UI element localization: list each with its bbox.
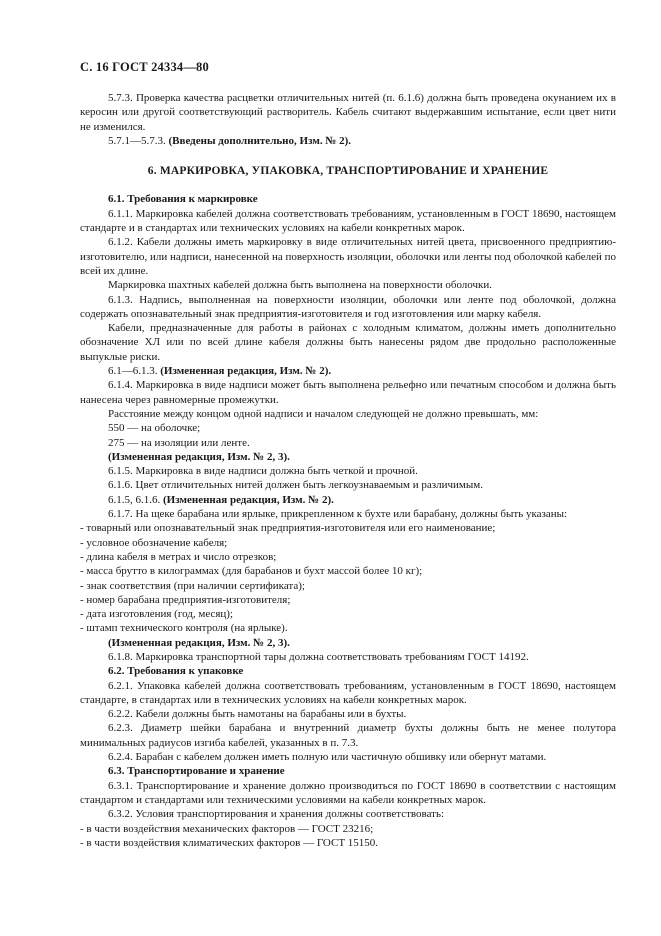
list-item: - длина кабеля в метрах и число отрезков; bbox=[80, 550, 277, 563]
list-item: - знак соответствия (при наличии сертификата); bbox=[80, 579, 305, 592]
paragraph-6-1-4-b: Расстояние между концом одной надписи и началом следующей не должно превышать, мм: bbox=[108, 407, 539, 420]
paragraph-6-1-2: 6.1.2. Кабели должны иметь маркировку в виде отличительных нитей цвета, присвоенного предприятию-изготовителю, или надписи, нанесенной на поверхность изоляции, оболочки или ленты под оболочкой кабелей по всей их длине. bbox=[80, 236, 616, 277]
amendment-note-5-7 bbox=[80, 134, 616, 148]
amendment-ref: 6.1.5, 6.1.6. bbox=[108, 493, 163, 506]
list-item-mechanical: - в части воздействия механических факторов — ГОСТ 23216; bbox=[80, 822, 374, 835]
amendment-note-6-1-5 bbox=[80, 493, 616, 507]
amendment-ref: 5.7.1—5.7.3. bbox=[108, 134, 169, 147]
list-item: - масса брутто в килограммах (для барабанов и бухт массой более 10 кг); bbox=[80, 565, 423, 578]
list-item: - товарный или опознавательный знак предприятия-изготовителя или его наименование; bbox=[80, 522, 496, 535]
document-page bbox=[80, 60, 616, 850]
paragraph-6-1-1: 6.1.1. Маркировка кабелей должна соответствовать требованиям, установленным в ГОСТ 18690, настоящем стандарте и в стандартах или технических условиях на кабели конкретных марок. bbox=[80, 207, 616, 235]
amendment-note-6-1 bbox=[80, 364, 616, 378]
distance-sheath: 550 — на оболочке; bbox=[108, 422, 201, 435]
paragraph-6-1-5: 6.1.5. Маркировка в виде надписи должна быть четкой и прочной. bbox=[108, 465, 418, 478]
distance-insulation: 275 — на изоляции или ленте. bbox=[108, 436, 250, 449]
paragraph-6-2-3: 6.2.3. Диаметр шейки барабана и внутренний диаметр бухты должны быть не менее полутора минимальных радиусов изгиба кабелей, указанных в п. 7.3. bbox=[80, 722, 616, 749]
paragraph-6-1-6: 6.1.6. Цвет отличительных нитей должен быть легкоузнаваемым и различимым. bbox=[108, 479, 483, 492]
list-item-climatic: - в части воздействия климатических факторов — ГОСТ 15150. bbox=[80, 836, 379, 849]
amendment-text: (Измененная редакция, Изм. № 2). bbox=[160, 365, 332, 378]
amendment-note-6-1-4: (Измененная редакция, Изм. № 2, 3). bbox=[108, 450, 290, 463]
page-header: С. 16 ГОСТ 24334—80 bbox=[80, 60, 209, 74]
paragraph-6-1-8: 6.1.8. Маркировка транспортной тары должна соответствовать требованиям ГОСТ 14192. bbox=[108, 650, 529, 663]
paragraph-6-3-2: 6.3.2. Условия транспортирования и хранения должны соответствовать: bbox=[108, 808, 445, 821]
paragraph-6-1-3-b: Кабели, предназначенные для работы в районах с холодным климатом, должны иметь дополнительно обозначение ХЛ или по всей длине кабеля должны быть нанесены рядом две продольно расположенные выпуклые риски. bbox=[80, 322, 616, 363]
amendment-ref: 6.1—6.1.3. bbox=[108, 365, 161, 378]
subsection-heading-6-2: 6.2. Требования к упаковке bbox=[108, 665, 244, 678]
paragraph-6-1-3: 6.1.3. Надпись, выполненная на поверхности изоляции, оболочки или ленте под оболочкой, должна содержать опознавательный знак предприятия-изготовителя и год изготовления или марку кабеля. bbox=[80, 293, 616, 320]
amendment-text: (Введены дополнительно, Изм. № 2). bbox=[168, 134, 352, 147]
list-item: - дата изготовления (год, месяц); bbox=[80, 608, 234, 621]
subsection-heading-6-1: 6.1. Требования к маркировке bbox=[108, 193, 258, 206]
paragraph-6-1-7: 6.1.7. На щеке барабана или ярлыке, прикрепленном к бухте или барабану, должны быть указаны: bbox=[108, 508, 568, 521]
list-item: - номер барабана предприятия-изготовителя; bbox=[80, 593, 291, 606]
paragraph-5-7-3: 5.7.3. Проверка качества расцветки отличительных нитей (п. 6.1.6) должна быть проведена окунанием их в керосин или другой соответствующий растворитель. Кабель считают выдержавшим испытание, если цвет нити не изменился. bbox=[80, 92, 616, 133]
list-item: - условное обозначение кабеля; bbox=[80, 536, 228, 549]
paragraph-6-3-1: 6.3.1. Транспортирование и хранение должно производиться по ГОСТ 18690 в соответствии с настоящим стандартом и стандартами или техническими условиями на кабели конкретных марок. bbox=[80, 779, 616, 806]
amendment-note-6-1-7: (Измененная редакция, Изм. № 2, 3). bbox=[108, 636, 290, 649]
subsection-heading-6-3: 6.3. Транспортирование и хранение bbox=[108, 765, 285, 778]
paragraph-6-2-4: 6.2.4. Барабан с кабелем должен иметь полную или частичную обшивку или обернут матами. bbox=[108, 751, 547, 764]
paragraph-6-2-1: 6.2.1. Упаковка кабелей должна соответствовать требованиям, установленным в ГОСТ 18690, настоящем стандарте, в стандартах или в технических условиях на кабели конкретных марок. bbox=[80, 679, 616, 706]
list-item: - штамп технического контроля (на ярлыке). bbox=[80, 622, 288, 635]
paragraph-6-1-4: 6.1.4. Маркировка в виде надписи может быть выполнена рельефно или печатным способом и должна быть нанесена через равномерные промежутки. bbox=[80, 379, 616, 406]
paragraph-6-2-2: 6.2.2. Кабели должны быть намотаны на барабаны или в бухты. bbox=[108, 708, 407, 721]
amendment-text: (Измененная редакция, Изм. № 2). bbox=[163, 493, 334, 506]
paragraph-6-1-2-b: Маркировка шахтных кабелей должна быть выполнена на поверхности оболочки. bbox=[108, 279, 493, 292]
section-title: 6. МАРКИРОВКА, УПАКОВКА, ТРАНСПОРТИРОВАНИЕ И ХРАНЕНИЕ bbox=[147, 165, 549, 178]
